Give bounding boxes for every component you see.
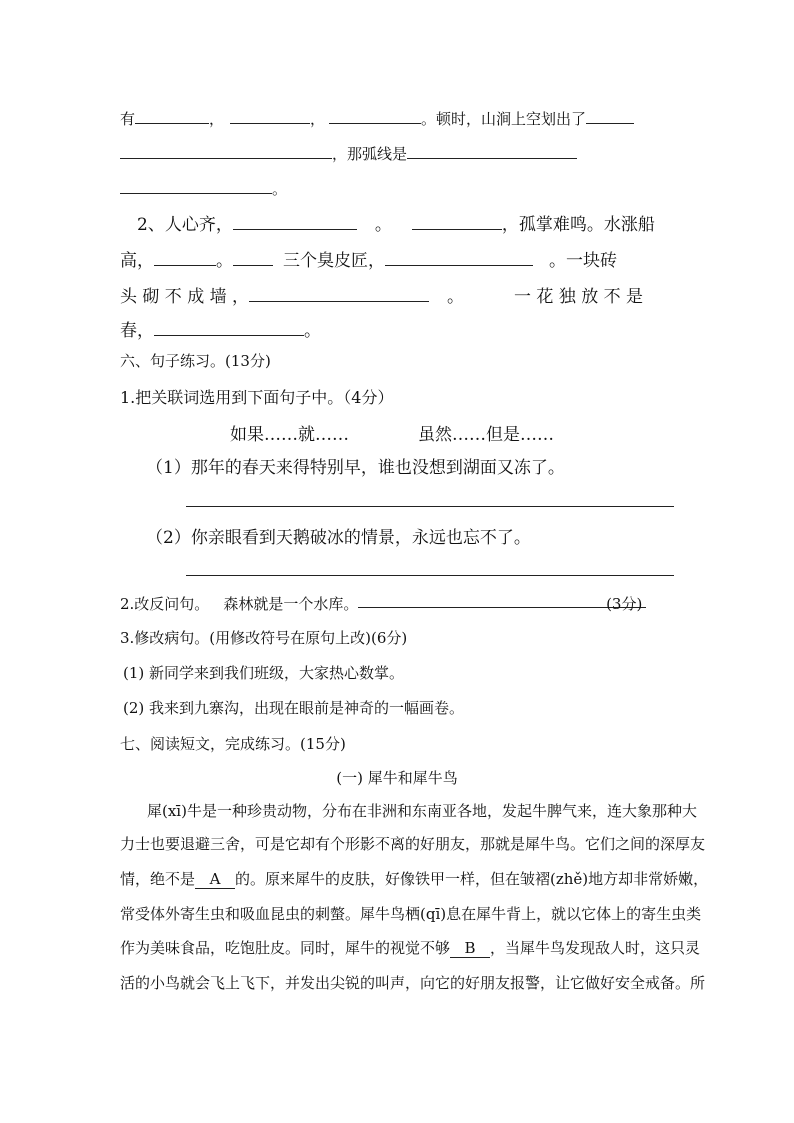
idiom-line-4	[120, 316, 321, 341]
text: ，那弧线是	[332, 145, 408, 163]
blank[interactable]	[249, 283, 429, 302]
text: 。一块砖	[549, 251, 617, 271]
passage-line: 常受体外寄生虫和吸血昆虫的刺螫。犀牛鸟栖(qī)息在犀牛背上，就以它体上的寄生虫类	[120, 905, 702, 923]
text: 。	[447, 287, 465, 307]
text: 森林就是一个水库。	[223, 595, 359, 613]
blank[interactable]	[385, 247, 533, 266]
section-title: 七、阅读短文，完成练习。(15分)	[120, 735, 346, 753]
text: 春，	[120, 321, 154, 341]
blank[interactable]	[154, 247, 216, 266]
text: 2、人心齐，	[137, 215, 233, 235]
passage-line	[120, 937, 700, 958]
fill-line-2	[120, 143, 577, 164]
passage-title	[0, 767, 794, 788]
blank[interactable]	[135, 109, 209, 124]
text: 情，绝不是	[120, 870, 196, 888]
passage-line: 活的小鸟就会飞上飞下，并发出尖锐的叫声，向它的好朋友报警，让它做好安全戒备。所	[120, 974, 706, 992]
passage-line	[120, 868, 708, 889]
text: 。	[304, 321, 321, 341]
sick-sentence: (1) 新同学来到我们班级，大家热心数掌。	[123, 664, 405, 682]
answer-line[interactable]	[186, 575, 674, 576]
text: ，	[209, 110, 225, 128]
text: (一) 犀牛和犀牛鸟	[336, 769, 458, 787]
passage-line: 力士也要退避三舍，可是它却有个形影不离的好朋友，那就是犀牛鸟。它们之间的深厚友	[120, 835, 706, 853]
text: ，孤掌难鸣。水涨船	[501, 215, 655, 235]
text: 一 花 独 放 不 是	[514, 287, 644, 307]
fill-line-3	[120, 178, 287, 199]
blank-a[interactable]: A	[195, 870, 235, 889]
idiom-line-2	[120, 246, 617, 271]
idiom-line-3	[120, 282, 643, 307]
blank[interactable]	[407, 144, 577, 159]
blank-b[interactable]: B	[450, 939, 490, 958]
fill-line-1	[120, 108, 634, 129]
text: 高，	[120, 251, 154, 271]
sentence: （2）你亲眼看到天鹅破冰的情景，永远也忘不了。	[146, 528, 531, 548]
blank[interactable]	[154, 317, 304, 336]
question-title: 1.把关联词选用到下面句子中。（4分）	[120, 388, 394, 407]
text: 作为美味食品，吃饱肚皮。同时，犀牛的视觉不够	[120, 939, 451, 957]
blank[interactable]	[412, 211, 502, 230]
text: ，当犀牛鸟发现敌人时，这只灵	[490, 939, 701, 957]
rewrite-question	[120, 593, 646, 614]
answer-blank[interactable]	[358, 593, 646, 613]
text: 。	[272, 180, 288, 198]
idiom-line-1	[137, 210, 655, 235]
blank[interactable]	[329, 109, 421, 124]
text: 。	[216, 251, 233, 271]
text: ，	[310, 110, 326, 128]
blank[interactable]	[233, 247, 273, 266]
blank[interactable]	[586, 109, 634, 124]
section-title: 六、句子练习。(13分)	[120, 352, 271, 370]
conjunction-option: 如果……就……	[230, 425, 349, 445]
blank[interactable]	[233, 211, 357, 230]
text: 2.改反问句。	[120, 595, 210, 613]
blank[interactable]	[120, 179, 272, 194]
score: (3分)	[606, 595, 643, 613]
passage-line: 犀(xī)牛是一种珍贵动物，分布在非洲和东南亚各地，发起牛脾气来，连大象那种大	[147, 802, 697, 820]
answer-line[interactable]	[186, 506, 674, 507]
sick-sentence: (2) 我来到九寨沟，出现在眼前是神奇的一幅画卷。	[123, 699, 465, 717]
text: 。	[374, 215, 392, 235]
sentence: （1）那年的春天来得特别早，谁也没想到湖面又冻了。	[146, 458, 565, 478]
conjunction-option: 虽然……但是……	[418, 425, 554, 445]
text: 。顿时，山涧上空划出了	[421, 110, 587, 128]
question-title: 3.修改病句。(用修改符号在原句上改)(6分)	[120, 629, 408, 647]
blank[interactable]	[120, 144, 332, 159]
text: 三个臭皮匠，	[283, 251, 385, 271]
text: 有	[120, 110, 136, 128]
text: 头 砌 不 成 墙 ，	[120, 287, 250, 307]
blank[interactable]	[230, 109, 310, 124]
text: 的。原来犀牛的皮肤，好像铁甲一样，但在皱褶(zhě)地方却非常娇嫩，	[235, 870, 709, 888]
